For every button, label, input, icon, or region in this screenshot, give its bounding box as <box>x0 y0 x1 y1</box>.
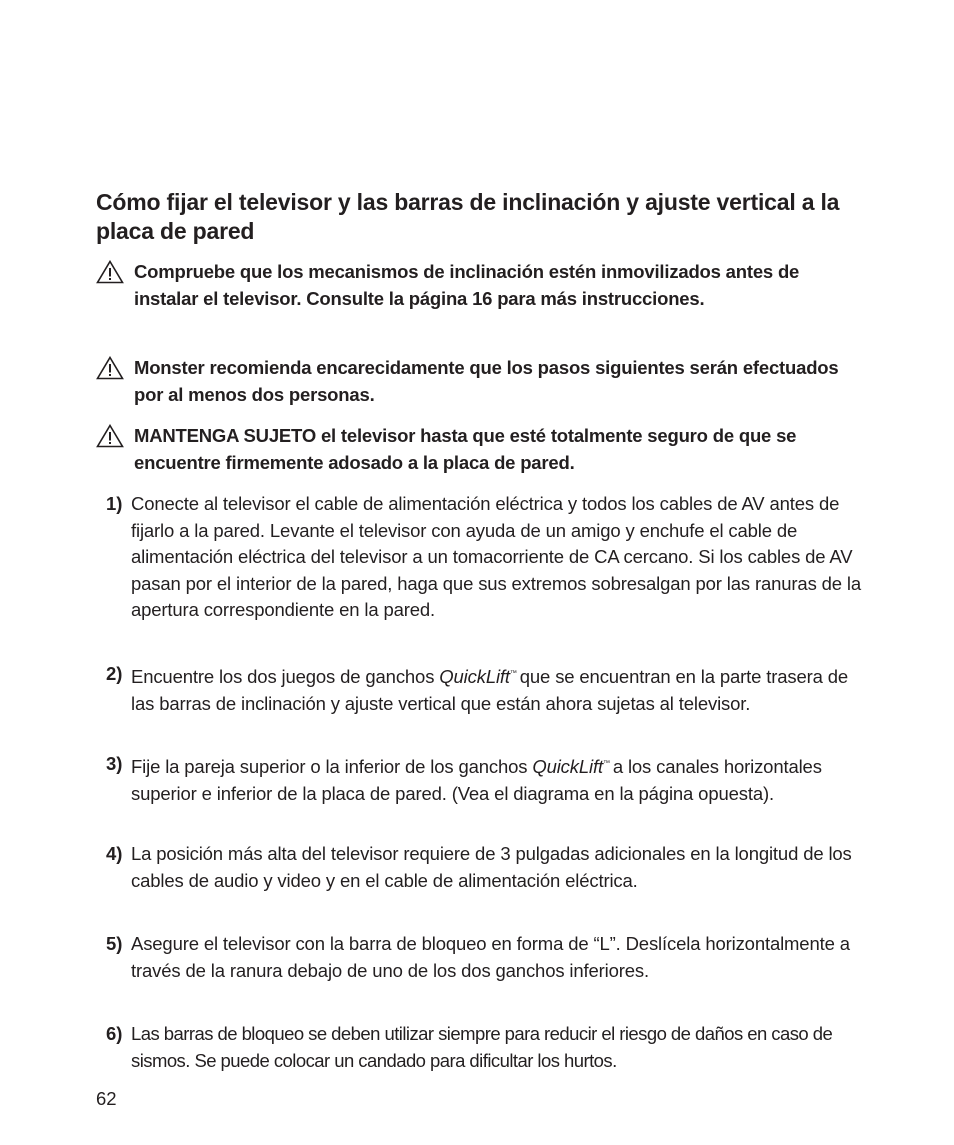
trademark-symbol: ™ <box>509 670 517 677</box>
step-text-after: que se encuentran en la parte trasera de las barras de inclinación y ajuste vertical que están ahora sujetas al televisor. <box>131 666 849 714</box>
step-number: 3) <box>106 753 123 774</box>
step-text <box>131 661 866 717</box>
step-text <box>131 751 866 807</box>
step-number: 5) <box>106 933 123 954</box>
step-number: 6) <box>106 1023 123 1044</box>
brand-name: QuickLift <box>439 666 510 687</box>
warning-triangle-icon <box>96 424 124 448</box>
step-number: 4) <box>106 843 123 864</box>
step-text: Las barras de bloqueo se deben utilizar siempre para reducir el riesgo de daños en caso de sismos. Se puede colocar un candado para dificultar los hurtos. <box>131 1023 833 1071</box>
step-text: La posición más alta del televisor requiere de 3 pulgadas adicionales en la longitud de los cables de audio y video y en el cable de alimentación eléctrica. <box>131 843 852 891</box>
step-number: 1) <box>106 493 123 514</box>
step-text: Conecte al televisor el cable de alimentación eléctrica y todos los cables de AV antes de fijarlo a la pared. Levante el televisor con ayuda de un amigo y enchufe el cable de alimentación eléctrica del televisor a un tomacorriente de CA cercano. Si los cables de AV pasan por el interior de la pared, haga que sus extremos sobresalgan por las ranuras de la apertura correspondiente en la pared. <box>131 493 862 620</box>
page-number: 62 <box>96 1088 117 1109</box>
section-title: Cómo fijar el televisor y las barras de inclinación y ajuste vertical a la placa de pared <box>96 189 840 244</box>
step-text-before: Encuentre los dos juegos de ganchos <box>131 666 440 687</box>
step-text: Asegure el televisor con la barra de bloqueo en forma de “L”. Deslícela horizontalmente a través de la ranura debajo de uno de los dos ganchos inferiores. <box>131 933 850 981</box>
warning-triangle-icon <box>96 356 124 380</box>
step-text-after: a los canales horizontales superior e inferior de la placa de pared. (Vea el diagrama en la página opuesta). <box>131 756 822 804</box>
trademark-symbol: ™ <box>602 760 610 767</box>
warning-text: Compruebe que los mecanismos de inclinación estén inmovilizados antes de instalar el televisor. Consulte la página 16 para más instrucciones. <box>134 261 800 309</box>
step-text-before: Fije la pareja superior o la inferior de los ganchos <box>131 756 533 777</box>
warning-text: Monster recomienda encarecidamente que los pasos siguientes serán efectuados por al menos dos personas. <box>134 357 839 405</box>
brand-name: QuickLift <box>532 756 603 777</box>
warning-triangle-icon <box>96 260 124 284</box>
step-number: 2) <box>106 663 123 684</box>
warning-text: MANTENGA SUJETO el televisor hasta que esté totalmente seguro de que se encuentre firmemente adosado a la placa de pared. <box>134 425 797 473</box>
